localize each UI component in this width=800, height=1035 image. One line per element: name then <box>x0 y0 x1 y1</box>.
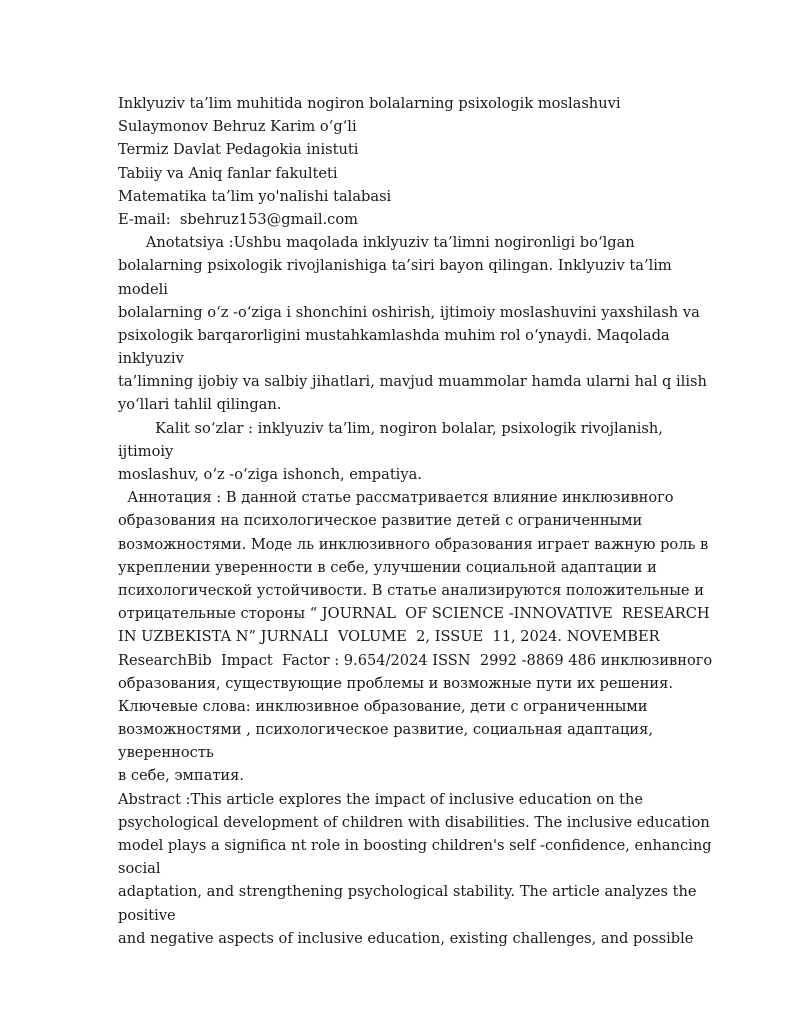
author-faculty: Tabiiy va Aniq fanlar fakulteti <box>118 164 338 182</box>
ru-abstract-line: возможностями. Моде ль инклюзивного образования играет важную роль в <box>118 535 709 553</box>
uz-abstract-line: psixologik barqarorligini mustahkamlashda muhim rol o‘ynaydi. Maqolada <box>118 326 670 344</box>
uz-abstract-line: bolalarning psixologik rivojlanishiga ta’siri bayon qilingan. Inklyuziv ta’lim <box>118 257 672 275</box>
en-abstract-line: positive <box>118 906 176 924</box>
en-abstract-line: Abstract :This article explores the impact of inclusive education on the <box>118 790 644 808</box>
uz-abstract-line: Anotatsiya :Ushbu maqolada inklyuziv ta’limni nogironligi bo‘lgan <box>118 234 635 252</box>
uz-keywords-line: moslashuv, o‘z -o‘ziga ishonch, empatiya. <box>118 466 422 483</box>
ru-abstract-line: отрицательные стороны “ JOURNAL OF SCIENCE -INNOVATIVE RESEARCH <box>118 605 710 623</box>
uz-keywords-line: ijtimoiy <box>118 442 174 460</box>
journal-header-line: IN UZBEKISTA N” JURNALI VOLUME 2, ISSUE 11, 2024. NOVEMBER <box>118 628 660 646</box>
en-abstract-line: psychological development of children with disabilities. The inclusive education <box>118 813 710 831</box>
ru-abstract-line: укреплении уверенности в себе, улучшении социальной адаптации и <box>118 558 657 576</box>
ru-abstract-line: Аннотация : В данной статье рассматривается влияние инклюзивного <box>118 489 674 507</box>
ru-abstract-line: образования на психологическое развитие детей с ограниченными <box>118 512 643 530</box>
author-name: Sulaymonov Behruz Karim o‘g‘li <box>118 118 357 136</box>
en-abstract-line: social <box>118 860 161 878</box>
ru-abstract-line: психологической устойчивости. В статье анализируются положительные и <box>118 581 704 599</box>
uz-abstract-line: bolalarning o‘z -o‘ziga i shonchini oshirish, ijtimoiy moslashuvini yaxshilash va <box>118 303 700 321</box>
author-email: E-mail: sbehruz153@gmail.com <box>118 210 358 228</box>
en-abstract-line: adaptation, and strengthening psychological stability. The article analyzes the <box>118 883 697 901</box>
ru-keywords-line: уверенность <box>118 744 214 762</box>
ru-keywords-line: в себе, эмпатия. <box>118 767 244 785</box>
author-program: Matematika ta’lim yo'nalishi talabasi <box>118 187 392 205</box>
ru-abstract-line: образования, существующие проблемы и возможные пути их решения. <box>118 674 673 692</box>
document-page <box>118 92 713 950</box>
uz-keywords-line: Kalit so‘zlar : inklyuziv ta’lim, nogiron bolalar, psixologik rivojlanish, <box>118 419 663 437</box>
ru-keywords-line: Ключевые слова: инклюзивное образование, дети с ограниченными <box>118 697 648 715</box>
en-abstract-line: model plays a significa nt role in boosting children's self -confidence, enhancing <box>118 837 712 854</box>
journal-header-line: ResearchBib Impact Factor : 9.654/2024 ISSN 2992 -8869 486 инклюзивного <box>118 651 713 669</box>
uz-abstract-line: ta’limning ijobiy va salbiy jihatlari, mavjud muammolar hamda ularni hal q ilish <box>118 373 707 391</box>
en-abstract-line: and negative aspects of inclusive education, existing challenges, and possible <box>118 929 694 947</box>
ru-keywords-line: возможностями , психологическое развитие, социальная адаптация, <box>118 721 653 739</box>
author-institute: Termiz Davlat Pedagokia inistuti <box>118 141 359 159</box>
uz-abstract-line: modeli <box>118 280 168 298</box>
uz-abstract-line: yo‘llari tahlil qilingan. <box>118 396 282 414</box>
uz-abstract-line: inklyuziv <box>118 350 184 368</box>
article-title: Inklyuziv ta’lim muhitida nogiron bolalarning psixologik moslashuvi <box>118 95 621 112</box>
